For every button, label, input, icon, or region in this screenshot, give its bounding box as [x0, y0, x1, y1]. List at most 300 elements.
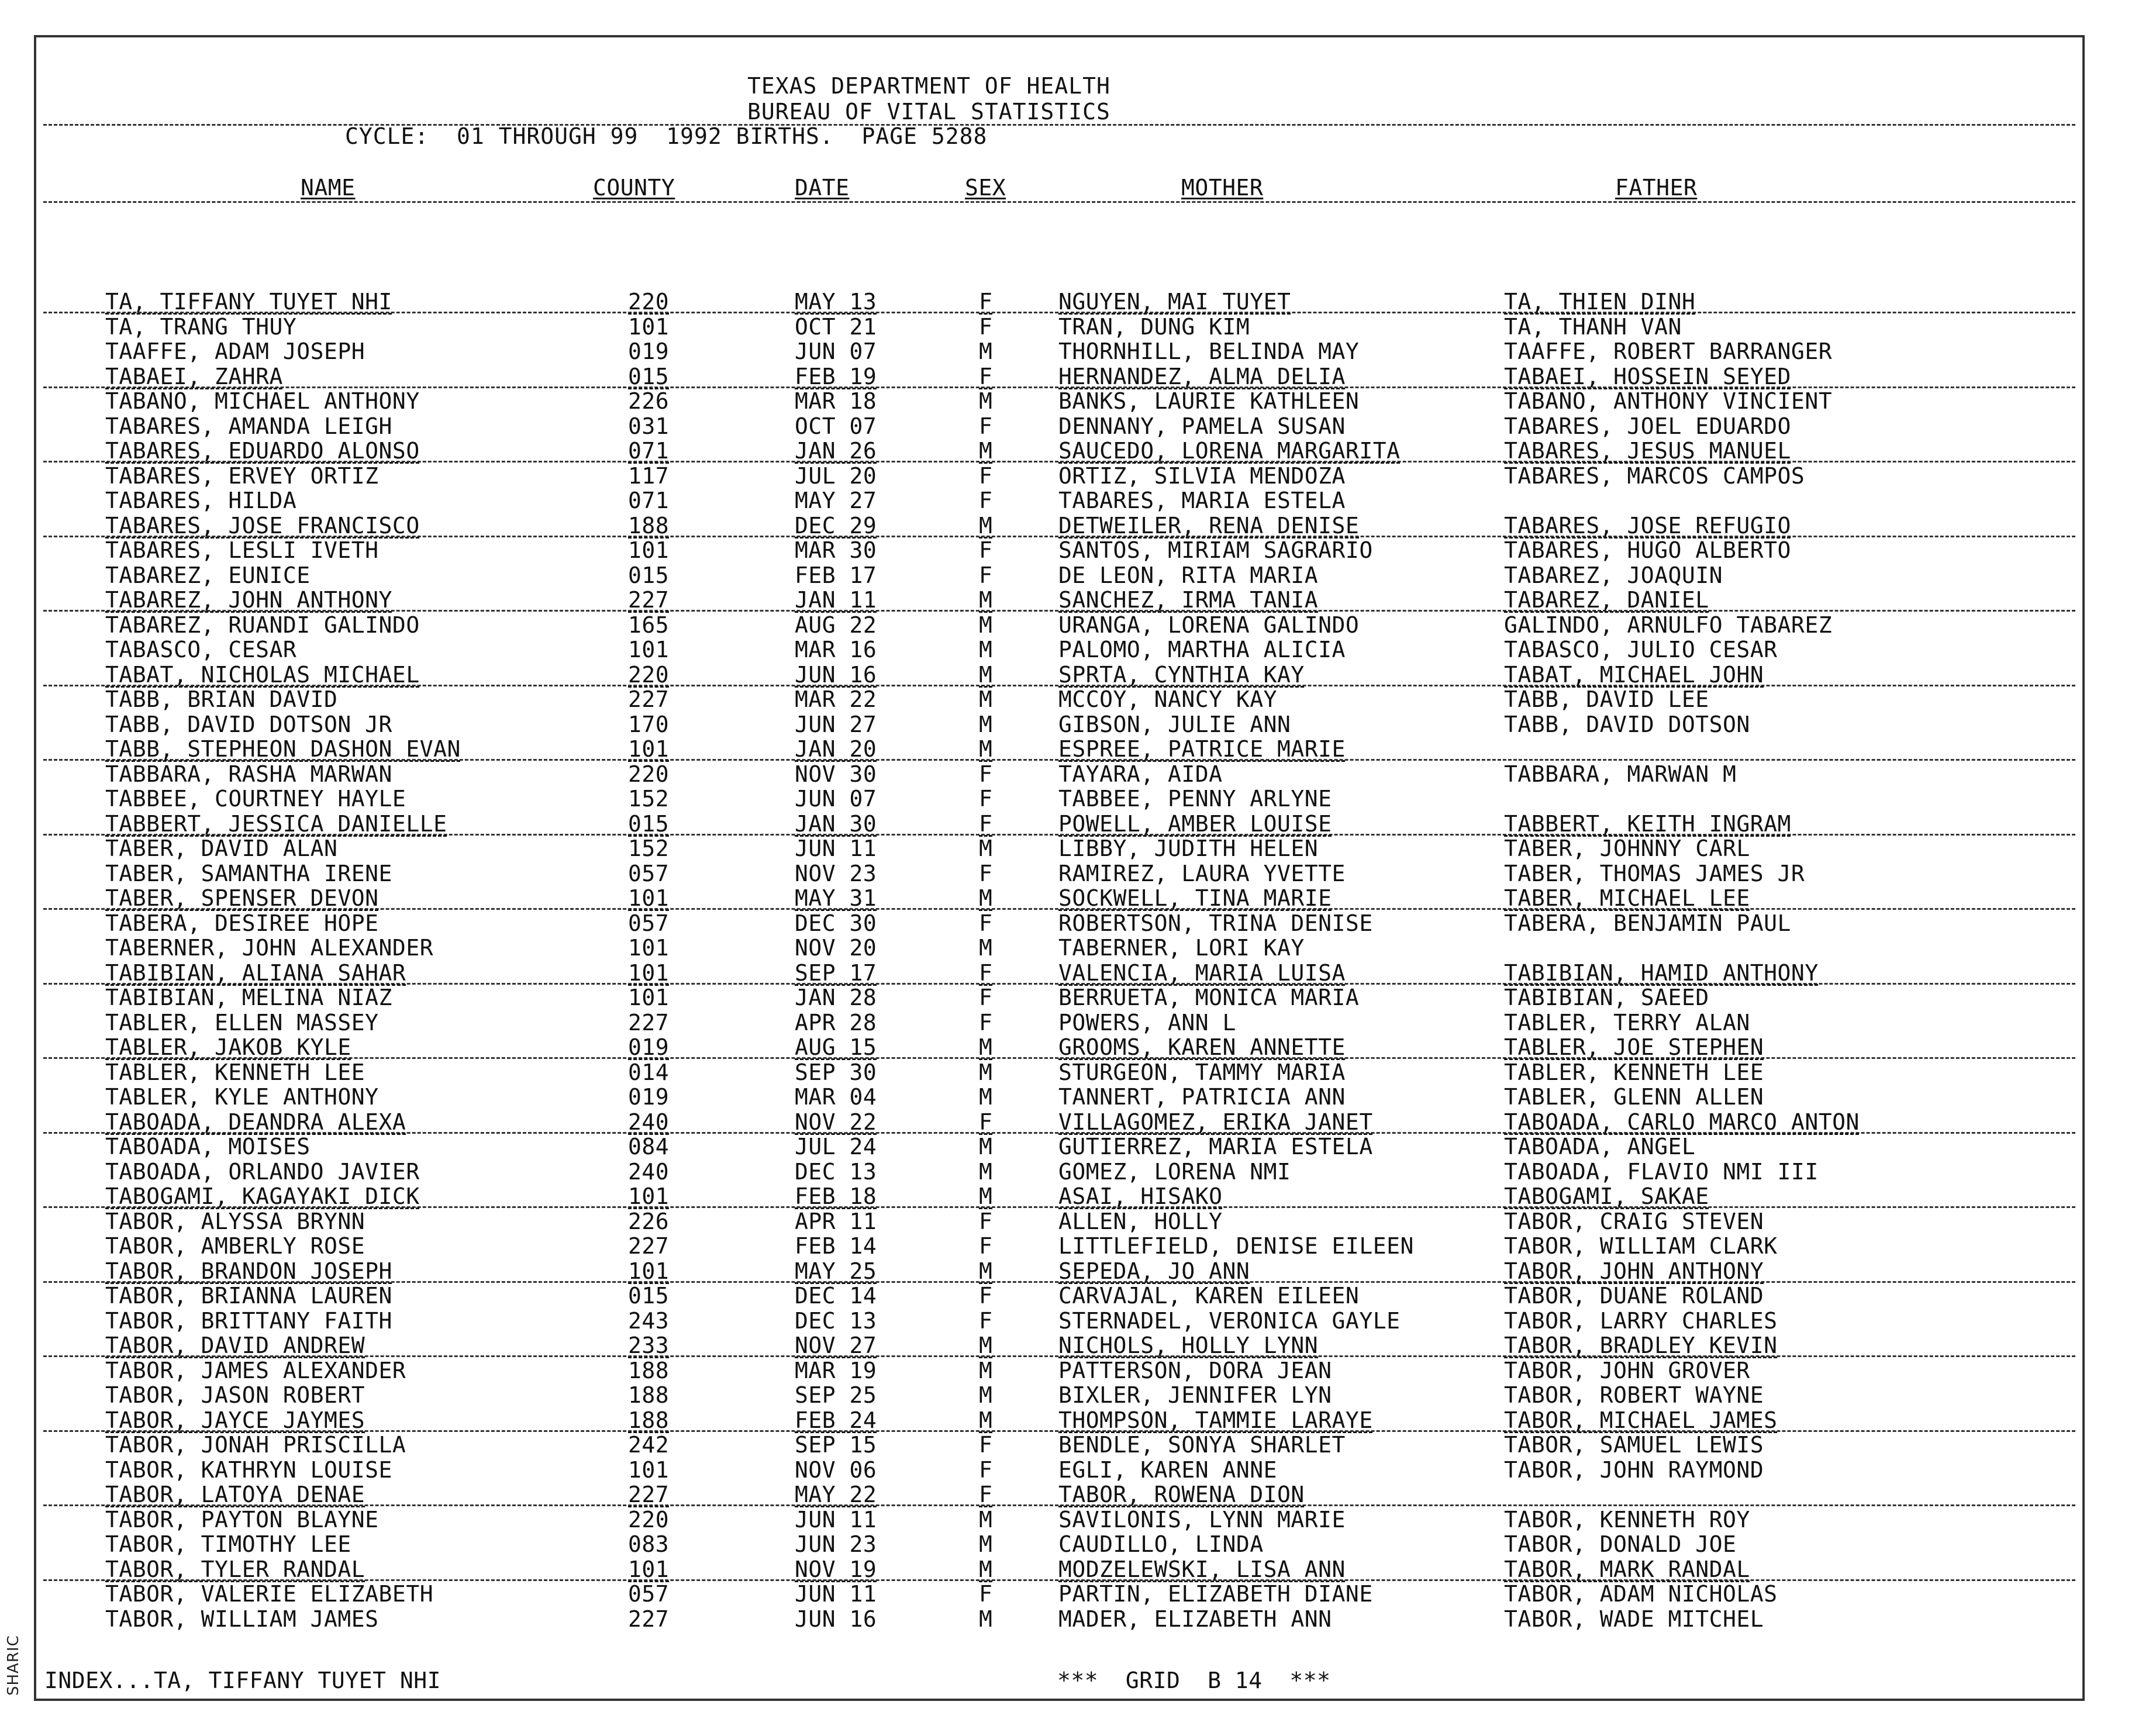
cell-date: SEP 30 [795, 1059, 877, 1085]
page-frame [34, 35, 2085, 1701]
cell-name: TABOR, LATOYA DENAE [105, 1482, 365, 1507]
cell-name: TABAREZ, RUANDI GALINDO [105, 612, 420, 638]
cell-date: AUG 22 [795, 612, 877, 638]
cell-county: 101 [628, 637, 670, 662]
cell-name: TABOR, DAVID ANDREW [105, 1333, 365, 1358]
cell-father: TABOR, JOHN RAYMOND [1504, 1457, 1764, 1483]
cell-sex: F [979, 1283, 993, 1309]
table-row [36, 1557, 2082, 1582]
table-row [36, 289, 2082, 315]
cell-sex: F [979, 537, 993, 563]
cell-sex: F [979, 1009, 993, 1036]
cell-father: TABOR, DUANE ROLAND [1504, 1283, 1764, 1309]
cell-father: TABER, THOMAS JAMES JR [1504, 860, 1805, 886]
side-stamp: SHARIC [5, 1635, 22, 1696]
cell-mother: ESPREE, PATRICE MARIE [1058, 736, 1346, 762]
cell-sex: M [979, 885, 993, 911]
cell-sex: F [979, 786, 993, 812]
cell-county: 227 [628, 1482, 670, 1507]
cell-mother: TABBEE, PENNY ARLYNE [1058, 786, 1332, 812]
cell-sex: M [979, 1134, 993, 1159]
cell-mother: NICHOLS, HOLLY LYNN [1058, 1333, 1319, 1358]
cell-mother: LITTLEFIELD, DENISE EILEEN [1058, 1233, 1414, 1259]
table-row [36, 1110, 2082, 1135]
cell-date: FEB 18 [795, 1183, 877, 1209]
col-header-mother: MOTHER [1181, 175, 1264, 201]
cell-county: 057 [628, 860, 670, 886]
cell-mother: LIBBY, JUDITH HELEN [1058, 836, 1319, 861]
cell-mother: VALENCIA, MARIA LUISA [1058, 960, 1346, 986]
cell-mother: SPRTA, CYNTHIA KAY [1058, 661, 1305, 688]
cell-county: 240 [628, 1158, 670, 1185]
cell-mother: RAMIREZ, LAURA YVETTE [1058, 860, 1346, 886]
cell-sex: M [979, 1531, 993, 1557]
cell-mother: SAVILONIS, LYNN MARIE [1058, 1506, 1346, 1533]
cell-mother: EGLI, KAREN ANNE [1058, 1457, 1278, 1483]
cell-mother: POWERS, ANN L [1058, 1009, 1236, 1036]
cell-father: TABARES, HUGO ALBERTO [1504, 537, 1791, 563]
cell-county: 015 [628, 810, 670, 837]
cell-mother: DENNANY, PAMELA SUSAN [1058, 413, 1346, 439]
cell-sex: M [979, 1506, 993, 1533]
cell-sex: F [979, 1208, 993, 1234]
cell-name: TA, TRANG THUY [105, 313, 297, 340]
cell-father: TABIBIAN, SAEED [1504, 985, 1709, 1010]
cycle-line: CYCLE: 01 THROUGH 99 1992 BIRTHS. PAGE 5288 [345, 123, 988, 149]
cell-name: TABOGAMI, KAGAYAKI DICK [105, 1183, 420, 1209]
cell-father: TABAREZ, DANIEL [1504, 587, 1709, 613]
cell-mother: STURGEON, TAMMY MARIA [1058, 1059, 1346, 1085]
cell-date: JUN 07 [795, 339, 877, 364]
table-row [36, 1607, 2082, 1632]
cell-county: 015 [628, 562, 670, 588]
cell-date: NOV 22 [795, 1109, 877, 1135]
cell-county: 031 [628, 413, 670, 439]
cell-county: 057 [628, 1581, 670, 1607]
cell-county: 233 [628, 1333, 670, 1358]
cell-father: TABASCO, JULIO CESAR [1504, 637, 1778, 662]
cell-date: FEB 24 [795, 1407, 877, 1433]
cell-date: JUN 16 [795, 1606, 877, 1632]
cell-father: TABOR, KENNETH ROY [1504, 1506, 1750, 1533]
table-row [36, 1458, 2082, 1483]
cell-name: TABIBIAN, ALIANA SAHAR [105, 960, 406, 986]
cell-name: TABOR, TYLER RANDAL [105, 1556, 365, 1582]
cell-sex: M [979, 1258, 993, 1284]
cell-date: MAR 22 [795, 686, 877, 712]
cell-father: TABOADA, ANGEL [1504, 1134, 1696, 1159]
table-row [36, 662, 2082, 688]
cell-date: SEP 17 [795, 960, 877, 986]
cell-date: NOV 30 [795, 761, 877, 787]
cell-mother: DE LEON, RITA MARIA [1058, 562, 1319, 588]
cell-sex: M [979, 339, 993, 364]
cell-date: DEC 14 [795, 1283, 877, 1309]
cell-father: GALINDO, ARNULFO TABAREZ [1504, 612, 1833, 638]
cell-mother: ROBERTSON, TRINA DENISE [1058, 910, 1373, 936]
cell-father: TABOADA, FLAVIO NMI III [1504, 1158, 1819, 1185]
cell-date: FEB 17 [795, 562, 877, 588]
cell-mother: GIBSON, JULIE ANN [1058, 711, 1291, 737]
cell-name: TABOR, JAMES ALEXANDER [105, 1357, 406, 1383]
cell-name: TAAFFE, ADAM JOSEPH [105, 339, 365, 364]
cell-date: MAR 30 [795, 537, 877, 563]
cell-father: TABER, JOHNNY CARL [1504, 836, 1750, 861]
table-row [36, 364, 2082, 389]
cell-name: TABOADA, MOISES [105, 1134, 311, 1159]
table-row [36, 936, 2082, 961]
cell-county: 015 [628, 363, 670, 389]
cell-sex: M [979, 736, 993, 762]
cell-county: 165 [628, 612, 670, 638]
cell-sex: M [979, 612, 993, 638]
cell-sex: M [979, 1158, 993, 1185]
cell-date: NOV 23 [795, 860, 877, 886]
cell-sex: M [979, 1556, 993, 1582]
table-row [36, 1010, 2082, 1036]
cell-date: FEB 19 [795, 363, 877, 389]
col-header-county: COUNTY [593, 175, 675, 201]
cell-father: TABOR, WILLIAM CLARK [1504, 1233, 1778, 1259]
cell-name: TABB, DAVID DOTSON JR [105, 711, 392, 737]
cell-date: NOV 20 [795, 935, 877, 961]
cell-father: TABARES, JESUS MANUEL [1504, 438, 1791, 464]
cell-mother: ORTIZ, SILVIA MENDOZA [1058, 463, 1346, 489]
cell-sex: F [979, 463, 993, 489]
cell-county: 220 [628, 761, 670, 787]
cell-sex: M [979, 836, 993, 861]
cell-county: 117 [628, 463, 670, 489]
cell-date: JUN 23 [795, 1531, 877, 1557]
cell-father: TABOR, ROBERT WAYNE [1504, 1382, 1764, 1408]
cell-county: 227 [628, 686, 670, 712]
cell-county: 188 [628, 1357, 670, 1383]
cell-date: DEC 30 [795, 910, 877, 936]
table-row [36, 513, 2082, 539]
cell-father: TA, THANH VAN [1504, 313, 1682, 340]
cell-father: TABAEI, HOSSEIN SEYED [1504, 363, 1791, 389]
cell-father: TABOR, ADAM NICHOLAS [1504, 1581, 1778, 1607]
cell-mother: NGUYEN, MAI TUYET [1058, 289, 1291, 315]
table-row [36, 1582, 2082, 1607]
cell-name: TABER, SPENSER DEVON [105, 885, 379, 911]
cell-sex: F [979, 761, 993, 787]
cell-name: TABARES, EDUARDO ALONSO [105, 438, 420, 464]
table-row [36, 1309, 2082, 1334]
cell-sex: M [979, 512, 993, 539]
cell-date: DEC 13 [795, 1158, 877, 1185]
cell-date: DEC 13 [795, 1307, 877, 1334]
cell-mother: PALOMO, MARTHA ALICIA [1058, 637, 1346, 662]
table-row [36, 464, 2082, 489]
cell-mother: GROOMS, KAREN ANNETTE [1058, 1034, 1346, 1060]
cell-county: 101 [628, 313, 670, 340]
cell-name: TABOR, WILLIAM JAMES [105, 1606, 379, 1632]
table-row [36, 488, 2082, 513]
cell-county: 101 [628, 1457, 670, 1483]
table-row [36, 1159, 2082, 1185]
table-row [36, 538, 2082, 563]
cell-county: 083 [628, 1531, 670, 1557]
cell-name: TABAREZ, EUNICE [105, 562, 311, 588]
cell-date: JAN 20 [795, 736, 877, 762]
cell-mother: ASAI, HISAKO [1058, 1183, 1223, 1209]
cell-name: TABOR, AMBERLY ROSE [105, 1233, 365, 1259]
cell-date: JUN 11 [795, 1581, 877, 1607]
table-row [36, 339, 2082, 364]
cell-name: TA, TIFFANY TUYET NHI [105, 289, 392, 315]
cell-sex: F [979, 910, 993, 936]
cell-name: TABARES, JOSE FRANCISCO [105, 512, 420, 539]
cell-name: TABLER, KYLE ANTHONY [105, 1084, 379, 1110]
table-row [36, 712, 2082, 737]
cell-date: JUN 11 [795, 1506, 877, 1533]
cell-date: NOV 06 [795, 1457, 877, 1483]
cell-name: TABARES, ERVEY ORTIZ [105, 463, 379, 489]
cell-county: 019 [628, 1034, 670, 1060]
cell-name: TABBARA, RASHA MARWAN [105, 761, 392, 787]
cell-name: TABB, STEPHEON DASHON EVAN [105, 736, 461, 762]
cell-county: 101 [628, 935, 670, 961]
cell-sex: M [979, 438, 993, 464]
table-row [36, 414, 2082, 439]
cell-father: TABOR, JOHN GROVER [1504, 1357, 1750, 1383]
cell-sex: M [979, 1034, 993, 1060]
table-row [36, 1060, 2082, 1085]
table-row [36, 1482, 2082, 1507]
cell-mother: SAUCEDO, LORENA MARGARITA [1058, 438, 1401, 464]
cell-sex: F [979, 1307, 993, 1334]
cell-father: TABBERT, KEITH INGRAM [1504, 810, 1791, 837]
cell-date: JAN 30 [795, 810, 877, 837]
cell-father: TABOR, WADE MITCHEL [1504, 1606, 1764, 1632]
cell-name: TABAREZ, JOHN ANTHONY [105, 587, 392, 613]
cell-county: 019 [628, 339, 670, 364]
cell-county: 240 [628, 1109, 670, 1135]
title-line-2: BUREAU OF VITAL STATISTICS [747, 99, 1110, 125]
cell-name: TABOR, KATHRYN LOUISE [105, 1457, 392, 1483]
cell-name: TABER, DAVID ALAN [105, 836, 338, 861]
table-row [36, 1209, 2082, 1234]
table-row [36, 836, 2082, 861]
cell-date: JUN 16 [795, 661, 877, 688]
cell-date: JUN 07 [795, 786, 877, 812]
cell-mother: SANTOS, MIRIAM SAGRARIO [1058, 537, 1373, 563]
cell-sex: F [979, 488, 993, 513]
cell-sex: M [979, 388, 993, 414]
cell-date: MAR 04 [795, 1084, 877, 1110]
cell-name: TABOR, ALYSSA BRYNN [105, 1208, 365, 1234]
cell-sex: M [979, 935, 993, 961]
cell-mother: SOCKWELL, TINA MARIE [1058, 885, 1332, 911]
cell-sex: M [979, 637, 993, 662]
cell-sex: M [979, 1407, 993, 1433]
cell-sex: F [979, 1581, 993, 1607]
table-row [36, 563, 2082, 588]
table-row [36, 786, 2082, 812]
cell-name: TABOR, BRIANNA LAUREN [105, 1283, 392, 1309]
cell-mother: MADER, ELIZABETH ANN [1058, 1606, 1332, 1632]
cell-date: OCT 21 [795, 313, 877, 340]
cell-county: 014 [628, 1059, 670, 1085]
col-header-name: NAME [301, 175, 356, 201]
cell-county: 227 [628, 1233, 670, 1259]
table-row [36, 637, 2082, 662]
cell-father: TABARES, MARCOS CAMPOS [1504, 463, 1805, 489]
table-row [36, 812, 2082, 837]
cell-mother: SEPEDA, JO ANN [1058, 1258, 1250, 1284]
cell-date: OCT 07 [795, 413, 877, 439]
cell-name: TABERA, DESIREE HOPE [105, 910, 379, 936]
cell-county: 019 [628, 1084, 670, 1110]
cell-date: JUN 11 [795, 836, 877, 861]
cell-mother: PARTIN, ELIZABETH DIANE [1058, 1581, 1373, 1607]
cell-county: 101 [628, 1258, 670, 1284]
cell-sex: M [979, 711, 993, 737]
cell-county: 227 [628, 1009, 670, 1036]
cell-father: TABLER, KENNETH LEE [1504, 1059, 1764, 1085]
cell-county: 227 [628, 1606, 670, 1632]
cell-father: TABIBIAN, HAMID ANTHONY [1504, 960, 1819, 986]
cell-name: TABAEI, ZAHRA [105, 363, 283, 389]
table-row [36, 439, 2082, 464]
cell-sex: F [979, 313, 993, 340]
cell-mother: URANGA, LORENA GALINDO [1058, 612, 1360, 638]
cell-sex: M [979, 1183, 993, 1209]
cell-sex: F [979, 810, 993, 837]
table-row [36, 687, 2082, 712]
cell-father: TABBARA, MARWAN M [1504, 761, 1737, 787]
cell-father: TABB, DAVID DOTSON [1504, 711, 1750, 737]
cell-mother: BIXLER, JENNIFER LYN [1058, 1382, 1332, 1408]
cell-sex: M [979, 1333, 993, 1358]
table-row [36, 1134, 2082, 1159]
table-row [36, 1532, 2082, 1557]
cell-sex: M [979, 1606, 993, 1632]
cell-mother: CAUDILLO, LINDA [1058, 1531, 1264, 1557]
cell-name: TABARES, AMANDA LEIGH [105, 413, 392, 439]
cell-father: TABOR, CRAIG STEVEN [1504, 1208, 1764, 1234]
cell-name: TABOADA, ORLANDO JAVIER [105, 1158, 420, 1185]
cell-county: 188 [628, 512, 670, 539]
cell-county: 220 [628, 661, 670, 688]
cell-mother: TABARES, MARIA ESTELA [1058, 488, 1346, 513]
cell-father: TABOR, DONALD JOE [1504, 1531, 1737, 1557]
cell-father: TABB, DAVID LEE [1504, 686, 1709, 712]
cell-father: TABLER, JOE STEPHEN [1504, 1034, 1764, 1060]
cell-sex: F [979, 562, 993, 588]
title-line-1: TEXAS DEPARTMENT OF HEALTH [747, 73, 1110, 99]
cell-name: TABOR, PAYTON BLAYNE [105, 1506, 379, 1533]
cell-sex: M [979, 587, 993, 613]
table-row [36, 1507, 2082, 1533]
cell-mother: PATTERSON, DORA JEAN [1058, 1357, 1332, 1383]
cell-name: TABOR, JONAH PRISCILLA [105, 1432, 406, 1458]
cell-sex: F [979, 1482, 993, 1507]
cell-mother: TABOR, ROWENA DION [1058, 1482, 1305, 1507]
cell-sex: M [979, 1382, 993, 1408]
table-row [36, 886, 2082, 911]
cell-name: TABIBIAN, MELINA NIAZ [105, 985, 392, 1010]
cell-date: MAY 25 [795, 1258, 877, 1284]
cell-mother: THORNHILL, BELINDA MAY [1058, 339, 1360, 364]
cell-sex: F [979, 985, 993, 1010]
cell-mother: GUTIERREZ, MARIA ESTELA [1058, 1134, 1373, 1159]
cell-county: 057 [628, 910, 670, 936]
cell-sex: M [979, 1059, 993, 1085]
cell-father: TABER, MICHAEL LEE [1504, 885, 1750, 911]
table-row [36, 762, 2082, 787]
table-row [36, 1035, 2082, 1060]
cell-county: 242 [628, 1432, 670, 1458]
cell-county: 101 [628, 736, 670, 762]
cell-name: TABOR, JASON ROBERT [105, 1382, 365, 1408]
cell-county: 227 [628, 587, 670, 613]
cell-sex: F [979, 1109, 993, 1135]
cell-sex: M [979, 686, 993, 712]
footer-grid: *** GRID B 14 *** [1057, 1668, 1331, 1693]
cell-date: MAY 31 [795, 885, 877, 911]
table-row [36, 588, 2082, 613]
cell-county: 188 [628, 1382, 670, 1408]
cell-county: 152 [628, 836, 670, 861]
cell-father: TABOR, BRADLEY KEVIN [1504, 1333, 1778, 1358]
cell-name: TABOADA, DEANDRA ALEXA [105, 1109, 406, 1135]
table-row [36, 389, 2082, 414]
cell-sex: M [979, 1357, 993, 1383]
cell-county: 220 [628, 289, 670, 315]
cell-name: TABOR, BRITTANY FAITH [105, 1307, 392, 1334]
cell-name: TABOR, TIMOTHY LEE [105, 1531, 351, 1557]
cell-mother: SANCHEZ, IRMA TANIA [1058, 587, 1319, 613]
footer-index: INDEX...TA, TIFFANY TUYET NHI [44, 1668, 441, 1693]
cell-name: TABER, SAMANTHA IRENE [105, 860, 392, 886]
cell-name: TABARES, LESLI IVETH [105, 537, 379, 563]
table-row [36, 985, 2082, 1010]
col-header-sex: SEX [965, 175, 1006, 201]
cell-county: 226 [628, 1208, 670, 1234]
cell-county: 101 [628, 1556, 670, 1582]
cell-county: 101 [628, 1183, 670, 1209]
cell-mother: TAYARA, AIDA [1058, 761, 1223, 787]
col-header-father: FATHER [1615, 175, 1698, 201]
cell-mother: DETWEILER, RENA DENISE [1058, 512, 1360, 539]
cell-date: MAY 13 [795, 289, 877, 315]
cell-name: TABLER, ELLEN MASSEY [105, 1009, 379, 1036]
cell-father: TABARES, JOEL EDUARDO [1504, 413, 1791, 439]
table-row [36, 1383, 2082, 1408]
cell-mother: TANNERT, PATRICIA ANN [1058, 1084, 1346, 1110]
column-header-rule [43, 201, 2075, 203]
cell-date: FEB 14 [795, 1233, 877, 1259]
cell-father: TAAFFE, ROBERT BARRANGER [1504, 339, 1833, 364]
cell-date: MAR 16 [795, 637, 877, 662]
cell-sex: F [979, 1233, 993, 1259]
cell-father: TABAREZ, JOAQUIN [1504, 562, 1723, 588]
cell-name: TABOR, VALERIE ELIZABETH [105, 1581, 434, 1607]
cell-county: 071 [628, 438, 670, 464]
table-row [36, 911, 2082, 936]
cell-name: TABLER, JAKOB KYLE [105, 1034, 351, 1060]
cell-mother: MODZELEWSKI, LISA ANN [1058, 1556, 1346, 1582]
cell-father: TABOADA, CARLO MARCO ANTON [1504, 1109, 1860, 1135]
cell-date: NOV 27 [795, 1333, 877, 1358]
cell-date: DEC 29 [795, 512, 877, 539]
cell-name: TABB, BRIAN DAVID [105, 686, 338, 712]
table-row [36, 613, 2082, 638]
cell-date: AUG 15 [795, 1034, 877, 1060]
cell-mother: CARVAJAL, KAREN EILEEN [1058, 1283, 1360, 1309]
